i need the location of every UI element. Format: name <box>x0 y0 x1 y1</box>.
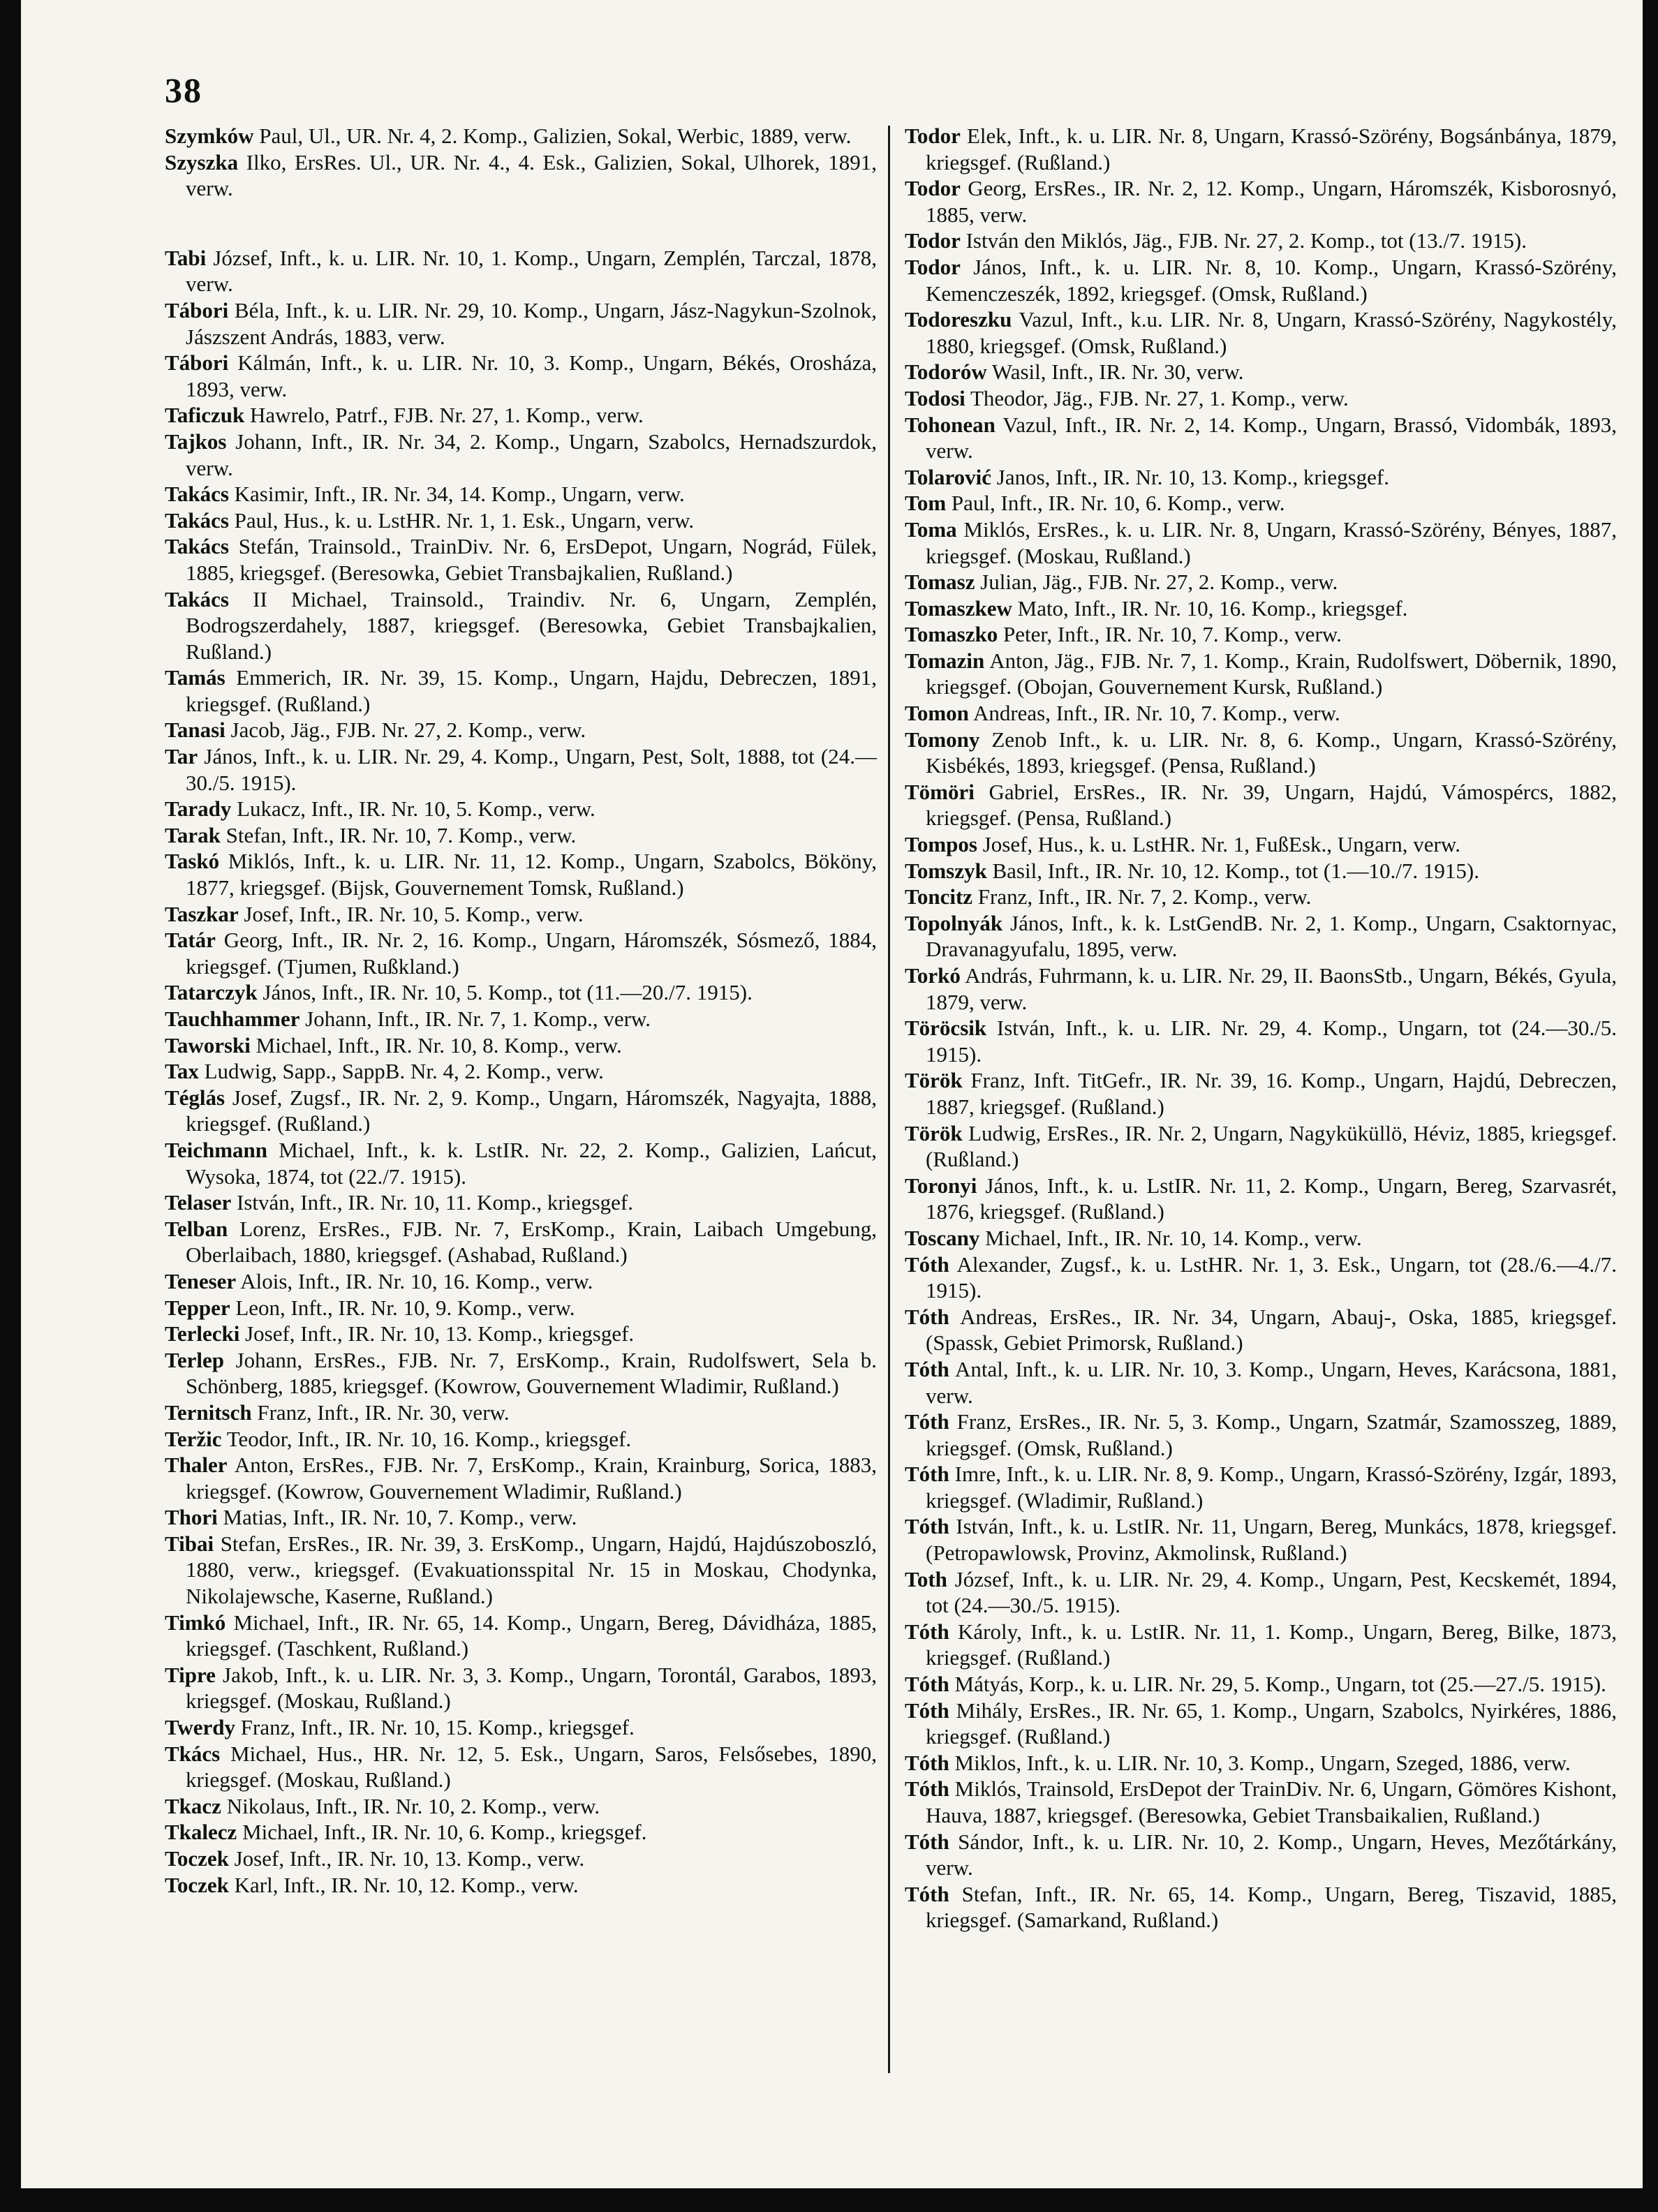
entry-details: András, Fuhrmann, k. u. LIR. Nr. 29, II. BaonsStb., Ungarn, Békés, Gyula, 1879, verw. <box>926 963 1617 1014</box>
list-entry <box>165 1662 877 1714</box>
list-entry <box>905 1513 1617 1566</box>
entry-details: Leon, Inft., IR. Nr. 10, 9. Komp., verw. <box>235 1295 575 1320</box>
list-entry <box>905 385 1617 412</box>
entry-surname: Tkács <box>165 1741 221 1766</box>
list-entry <box>905 517 1617 569</box>
page-number: 38 <box>165 70 202 110</box>
entry-details: Alexander, Zugsf., k. u. LstHR. Nr. 1, 3. Esk., Ungarn, tot (28./6.—4./7. 1915). <box>926 1252 1617 1303</box>
scan-border-right <box>1643 0 1658 2212</box>
entry-details: Károly, Inft., k. u. LstIR. Nr. 11, 1. Komp., Ungarn, Bereg, Bilke, 1873, kriegsgef. (Rußland.) <box>926 1619 1617 1670</box>
list-entry <box>165 743 877 796</box>
entry-surname: Török <box>905 1120 963 1145</box>
list-entry <box>905 1619 1617 1671</box>
list-entry <box>165 1714 877 1741</box>
list-entry <box>905 306 1617 359</box>
entry-surname: Toma <box>905 517 957 542</box>
entry-surname: Tóth <box>905 1252 949 1277</box>
list-entry <box>905 1252 1617 1304</box>
entry-surname: Todorów <box>905 359 987 385</box>
entry-details: Michael, Inft., IR. Nr. 10, 6. Komp., kriegsgef. <box>242 1820 647 1845</box>
entry-details: Andreas, ErsRes., IR. Nr. 34, Ungarn, Abauj-, Oska, 1885, kriegsgef. (Spassk, Gebiet Primorsk, Rußland.) <box>926 1304 1617 1356</box>
list-entry <box>905 359 1617 385</box>
entry-details: II Michael, Trainsold., Traindiv. Nr. 6, Ungarn, Zemplén, Bodrogszerdahely, 1887, kriegsgef. (Beresowka, Gebiet Transbajkalien, Rußland.) <box>186 586 877 664</box>
entry-details: Mato, Inft., IR. Nr. 10, 16. Komp., kriegsgef. <box>1017 595 1408 621</box>
entry-details: Janos, Inft., IR. Nr. 10, 13. Komp., kriegsgef. <box>996 464 1390 489</box>
entry-details: János, Inft., k. u. LIR. Nr. 8, 10. Komp., Ungarn, Krassó-Szörény, Kemenczeszék, 1892, kriegsgef. (Omsk, Rußland.) <box>926 254 1618 306</box>
entry-details: Josef, Inft., IR. Nr. 10, 13. Komp., verw. <box>234 1846 585 1871</box>
entry-details: Ilko, ErsRes. Ul., UR. Nr. 4., 4. Esk., Galizien, Sokal, Ulhorek, 1891, verw. <box>186 149 878 201</box>
entry-surname: Tabi <box>165 245 207 270</box>
list-entry <box>905 963 1617 1015</box>
entry-surname: Terlecki <box>165 1321 240 1346</box>
entry-details: Franz, Inft., IR. Nr. 30, verw. <box>257 1400 510 1425</box>
entry-details: Peter, Inft., IR. Nr. 10, 7. Komp., verw. <box>1002 622 1342 647</box>
entry-details: Michael, Inft., IR. Nr. 65, 14. Komp., Ungarn, Bereg, Dávidháza, 1885, kriegsgef. (Taschkent, Rußland.) <box>186 1610 878 1661</box>
entry-details: Michael, Inft., IR. Nr. 10, 8. Komp., verw. <box>256 1032 622 1057</box>
entry-details: Michael, Inft., IR. Nr. 10, 14. Komp., verw. <box>985 1225 1362 1250</box>
entry-details: Theodor, Jäg., FJB. Nr. 27, 1. Komp., verw. <box>970 385 1349 410</box>
entry-surname: Tomaszkew <box>905 595 1012 621</box>
entry-surname: Taficzuk <box>165 403 245 428</box>
entry-details: Zenob Inft., k. u. LIR. Nr. 8, 6. Komp., Ungarn, Krassó-Szörény, Kisbékés, 1893, kriegsgef. (Pensa, Rußland.) <box>926 727 1617 778</box>
list-entry <box>165 245 877 297</box>
entry-surname: Tkacz <box>165 1793 221 1818</box>
scan-border-left <box>0 0 21 2212</box>
list-entry <box>905 175 1617 228</box>
entry-surname: Teržic <box>165 1426 222 1451</box>
list-entry <box>905 412 1617 464</box>
entry-surname: Takács <box>165 586 229 611</box>
entry-details: Wasil, Inft., IR. Nr. 30, verw. <box>991 359 1244 385</box>
entry-surname: Tóth <box>905 1356 949 1381</box>
entry-surname: Torkó <box>905 963 961 988</box>
list-entry <box>905 1881 1617 1933</box>
entry-surname: Tom <box>905 491 947 516</box>
entry-details: Sándor, Inft., k. u. LIR. Nr. 10, 2. Komp., Ungarn, Heves, Mezőtárkány, verw. <box>926 1829 1617 1880</box>
entry-surname: Tömöri <box>905 779 975 804</box>
list-entry <box>165 1268 877 1295</box>
list-entry <box>165 1216 877 1268</box>
list-entry <box>905 1356 1617 1409</box>
entry-details: Franz, Inft., IR. Nr. 10, 15. Komp., kriegsgef. <box>240 1715 635 1740</box>
list-entry <box>165 1189 877 1216</box>
entry-surname: Tóth <box>905 1619 949 1644</box>
entry-surname: Tomazin <box>905 648 985 673</box>
list-entry <box>905 464 1617 491</box>
list-entry <box>165 1400 877 1426</box>
entry-details: Johann, Inft., IR. Nr. 34, 2. Komp., Ungarn, Szabolcs, Hernadszurdok, verw. <box>186 429 878 480</box>
list-entry <box>165 1452 877 1504</box>
entry-surname: Tatár <box>165 928 216 953</box>
entry-details: Josef, Inft., IR. Nr. 10, 13. Komp., kriegsgef. <box>245 1321 635 1346</box>
entry-surname: Takács <box>165 482 229 507</box>
entry-surname: Tax <box>165 1059 199 1084</box>
entry-details: Georg, Inft., IR. Nr. 2, 16. Komp., Ungarn, Háromszék, Sósmező, 1884, kriegsgef. (Tjumen, Rußkland.) <box>186 928 877 979</box>
entry-surname: Tanasi <box>165 718 225 743</box>
entry-details: Vazul, Inft., IR. Nr. 2, 14. Komp., Ungarn, Brassó, Vidombák, 1893, verw. <box>926 412 1617 463</box>
list-entry <box>165 1085 877 1137</box>
entry-details: Emmerich, IR. Nr. 39, 15. Komp., Ungarn, Hajdu, Debreczen, 1891, kriegsgef. (Rußland.) <box>186 665 877 716</box>
entry-surname: Tóth <box>905 1750 949 1775</box>
entry-surname: Tarak <box>165 822 221 847</box>
entry-surname: Tepper <box>165 1295 230 1320</box>
entry-surname: Takács <box>165 507 229 533</box>
list-entry <box>905 490 1617 517</box>
scan-border-bottom <box>0 2188 1658 2212</box>
entry-details: József, Inft., k. u. LIR. Nr. 10, 1. Komp., Ungarn, Zemplén, Tarczal, 1878, verw. <box>186 245 878 297</box>
entry-details: Mátyás, Korp., k. u. LIR. Nr. 29, 5. Komp., Ungarn, tot (25.—27./5. 1915). <box>954 1672 1606 1697</box>
list-entry <box>905 123 1617 175</box>
list-entry <box>905 621 1617 648</box>
list-entry <box>165 927 877 979</box>
entry-details: János, Inft., k. u. LIR. Nr. 29, 4. Komp., Ungarn, Pest, Solt, 1888, tot (24.—30./5. 1915). <box>186 744 878 795</box>
entry-details: Paul, Inft., IR. Nr. 10, 6. Komp., verw. <box>951 491 1285 516</box>
list-entry <box>905 1750 1617 1776</box>
entry-surname: Ternitsch <box>165 1400 252 1425</box>
list-entry <box>165 796 877 822</box>
list-entry <box>905 1566 1617 1619</box>
entry-surname: Terlep <box>165 1347 224 1372</box>
entry-surname: Teneser <box>165 1268 237 1293</box>
list-entry <box>905 1671 1617 1698</box>
entry-details: Miklos, Inft., k. u. LIR. Nr. 10, 3. Komp., Ungarn, Szeged, 1886, verw. <box>954 1750 1571 1775</box>
entry-details: József, Inft., k. u. LIR. Nr. 29, 4. Komp., Ungarn, Pest, Kecskemét, 1894, tot (24.—30./5. 1915). <box>926 1566 1617 1618</box>
entry-surname: Taszkar <box>165 901 239 926</box>
entry-surname: Telaser <box>165 1190 232 1215</box>
list-entry <box>905 1304 1617 1356</box>
entry-details: Miklós, ErsRes., k. u. LIR. Nr. 8, Ungarn, Krassó-Szörény, Bényes, 1887, kriegsgef. (Moskau, Rußland.) <box>926 517 1617 568</box>
entry-details: István, Inft., k. u. LIR. Nr. 29, 4. Komp., Ungarn, tot (24.—30./5. 1915). <box>926 1016 1618 1067</box>
entry-surname: Todor <box>905 124 961 148</box>
entry-details: Johann, ErsRes., FJB. Nr. 7, ErsKomp., Krain, Rudolfswert, Sela b. Schönberg, 1885, kriegsgef. (Kowrow, Gouvernement Wladimir, Rußland.) <box>186 1347 878 1399</box>
entry-details: Teodor, Inft., IR. Nr. 10, 16. Komp., kriegsgef. <box>226 1426 632 1451</box>
list-entry <box>165 481 877 507</box>
list-entry <box>165 149 877 202</box>
list-entry <box>905 910 1617 963</box>
entry-surname: Tomaszko <box>905 622 998 647</box>
entry-surname: Téglás <box>165 1085 225 1110</box>
list-entry <box>905 569 1617 595</box>
entry-details: Ludwig, Sapp., SappB. Nr. 4, 2. Komp., verw. <box>204 1059 604 1084</box>
entry-details: Jacob, Jäg., FJB. Nr. 27, 2. Komp., verw. <box>230 718 586 743</box>
entry-surname: Taworski <box>165 1032 251 1057</box>
list-entry <box>165 1610 877 1662</box>
entry-surname: Tóth <box>905 1881 949 1906</box>
left-column <box>165 123 877 1898</box>
entry-details: Alois, Inft., IR. Nr. 10, 16. Komp., verw. <box>240 1268 593 1293</box>
entry-details: Elek, Inft., k. u. LIR. Nr. 8, Ungarn, Krassó-Szörény, Bogsánbánya, 1879, kriegsgef. (Rußland.) <box>926 124 1618 175</box>
list-entry <box>905 595 1617 622</box>
entry-details: Nikolaus, Inft., IR. Nr. 10, 2. Komp., verw. <box>226 1793 600 1818</box>
entry-surname: Tomszyk <box>905 858 987 883</box>
list-entry <box>165 1137 877 1189</box>
entry-details: János, Inft., k. u. LstIR. Nr. 11, 2. Komp., Ungarn, Bereg, Szarvasrét, 1876, kriegsgef. (Rußland.) <box>926 1173 1618 1224</box>
entry-details: Kasimir, Inft., IR. Nr. 34, 14. Komp., Ungarn, verw. <box>234 482 685 507</box>
list-entry <box>165 1321 877 1347</box>
list-entry <box>905 228 1617 254</box>
entry-surname: Thaler <box>165 1453 228 1478</box>
entry-surname: Toth <box>905 1566 947 1591</box>
entry-details: Miklós, Inft., k. u. LIR. Nr. 11, 12. Komp., Ungarn, Szabolcs, Bököny, 1877, kriegsgef. (Bijsk, Gouvernement Tomsk, Rußland.) <box>186 849 877 900</box>
entry-details: Anton, Jäg., FJB. Nr. 7, 1. Komp., Krain, Rudolfswert, Döbernik, 1890, kriegsgef. (Obojan, Gouvernement Kursk, Rußland.) <box>926 648 1617 699</box>
entry-details: Karl, Inft., IR. Nr. 10, 12. Komp., verw. <box>234 1872 579 1897</box>
entry-details: János, Inft., IR. Nr. 10, 5. Komp., tot (11.—20./7. 1915). <box>262 980 753 1005</box>
entry-details: Kálmán, Inft., k. u. LIR. Nr. 10, 3. Komp., Ungarn, Békés, Orosháza, 1893, verw. <box>186 350 878 401</box>
list-entry <box>905 648 1617 700</box>
list-entry <box>165 533 877 586</box>
list-entry <box>165 1347 877 1400</box>
list-entry <box>165 350 877 402</box>
entry-details: Matias, Inft., IR. Nr. 10, 7. Komp., verw. <box>223 1505 577 1530</box>
list-entry <box>165 1872 877 1899</box>
list-entry <box>905 254 1617 306</box>
entry-surname: Tolarović <box>905 464 992 489</box>
list-entry <box>165 1531 877 1610</box>
entry-surname: Todor <box>905 228 961 253</box>
entry-surname: Tóth <box>905 1776 949 1802</box>
entry-surname: Tomony <box>905 727 980 752</box>
entry-surname: Tomon <box>905 701 969 726</box>
list-entry <box>905 727 1617 779</box>
entry-details: Lukacz, Inft., IR. Nr. 10, 5. Komp., verw. <box>237 796 595 822</box>
entry-details: Miklós, Trainsold, ErsDepot der TrainDiv. Nr. 6, Ungarn, Gömöres Kishont, Hauva, 1887, kriegsgef. (Beresowka, Gebiet Transbaikalien, Rußland.) <box>926 1776 1617 1827</box>
list-entry <box>165 586 877 665</box>
entry-surname: Tkalecz <box>165 1820 237 1845</box>
entry-details: Franz, ErsRes., IR. Nr. 5, 3. Komp., Ungarn, Szatmár, Szamosszeg, 1889, kriegsgef. (Omsk, Rußland.) <box>926 1409 1617 1460</box>
list-entry <box>165 979 877 1006</box>
entry-surname: Tábori <box>165 297 229 322</box>
list-entry <box>165 297 877 350</box>
entry-details: Vazul, Inft., k.u. LIR. Nr. 8, Ungarn, Krassó-Szörény, Nagykostély, 1880, kriegsgef. (Omsk, Rußland.) <box>926 307 1617 358</box>
list-entry <box>165 507 877 534</box>
entry-surname: Tábori <box>165 350 229 376</box>
entry-surname: Tar <box>165 744 198 769</box>
list-entry <box>165 402 877 429</box>
entry-surname: Toscany <box>905 1225 980 1250</box>
entry-details: Johann, Inft., IR. Nr. 7, 1. Komp., verw. <box>305 1007 651 1031</box>
list-entry <box>905 831 1617 858</box>
list-entry <box>165 429 877 481</box>
entry-surname: Tamás <box>165 665 225 690</box>
entry-surname: Todor <box>905 176 961 201</box>
entry-surname: Tomasz <box>905 570 975 595</box>
list-entry <box>905 1829 1617 1881</box>
entry-surname: Tauchhammer <box>165 1007 300 1031</box>
entry-surname: Tibai <box>165 1531 214 1556</box>
entry-surname: Todoreszku <box>905 307 1012 332</box>
list-entry <box>165 717 877 743</box>
entry-details: Antal, Inft., k. u. LIR. Nr. 10, 3. Komp., Ungarn, Heves, Karácsona, 1881, verw. <box>926 1356 1617 1408</box>
entry-surname: Topolnyák <box>905 910 1003 935</box>
entry-surname: Tóth <box>905 1514 949 1539</box>
list-entry <box>905 884 1617 910</box>
entry-surname: Thori <box>165 1505 218 1530</box>
entry-surname: Tóth <box>905 1672 949 1697</box>
list-entry <box>905 1461 1617 1513</box>
entry-surname: Toczek <box>165 1872 229 1897</box>
list-entry <box>165 123 877 149</box>
entry-surname: Todor <box>905 254 961 279</box>
list-entry <box>165 822 877 849</box>
entry-details: István, Inft., IR. Nr. 10, 11. Komp., kriegsgef. <box>237 1190 634 1215</box>
entry-details: Hawrelo, Patrf., FJB. Nr. 27, 1. Komp., verw. <box>250 403 644 428</box>
entry-details: Franz, Inft. TitGefr., IR. Nr. 39, 16. Komp., Ungarn, Hajdú, Debreczen, 1887, kriegsgef. (Rußland.) <box>926 1068 1618 1119</box>
entry-surname: Todosi <box>905 385 965 410</box>
entry-surname: Tóth <box>905 1462 949 1487</box>
entry-details: Georg, ErsRes., IR. Nr. 2, 12. Komp., Ungarn, Háromszék, Kisborosnyó, 1885, verw. <box>926 176 1617 227</box>
entry-details: Anton, ErsRes., FJB. Nr. 7, ErsKomp., Krain, Krainburg, Sorica, 1883, kriegsgef. (Kowrow, Gouvernement Wladimir, Rußland.) <box>186 1453 877 1504</box>
entry-details: Béla, Inft., k. u. LIR. Nr. 29, 10. Komp., Ungarn, Jász-Nagykun-Szolnok, Jászszent András, 1883, verw. <box>186 297 878 349</box>
list-entry <box>165 848 877 900</box>
entry-surname: Telban <box>165 1216 228 1241</box>
entry-details: Josef, Zugsf., IR. Nr. 2, 9. Komp., Ungarn, Háromszék, Nagyajta, 1888, kriegsgef. (Rußland.) <box>186 1085 877 1136</box>
entry-surname: Török <box>905 1068 963 1093</box>
entry-surname: Toczek <box>165 1846 229 1871</box>
list-entry <box>165 1741 877 1793</box>
list-entry <box>165 1426 877 1453</box>
entry-details: Josef, Inft., IR. Nr. 10, 5. Komp., verw. <box>244 901 584 926</box>
entry-details: Basil, Inft., IR. Nr. 10, 12. Komp., tot (1.—10./7. 1915). <box>992 858 1479 883</box>
entry-surname: Takács <box>165 534 229 559</box>
entry-surname: Tóth <box>905 1698 949 1723</box>
entry-surname: Tajkos <box>165 429 227 454</box>
entry-surname: Timkó <box>165 1610 226 1635</box>
list-entry <box>165 1058 877 1085</box>
entry-surname: Tóth <box>905 1829 949 1854</box>
list-entry <box>165 1819 877 1846</box>
entry-surname: Teichmann <box>165 1137 268 1162</box>
entry-details: Josef, Hus., k. u. LstHR. Nr. 1, FußEsk., Ungarn, verw. <box>982 832 1460 857</box>
list-entry <box>905 1067 1617 1120</box>
entry-details: Michael, Hus., HR. Nr. 12, 5. Esk., Ungarn, Saros, Felsősebes, 1890, kriegsgef. (Moskau, Rußland.) <box>186 1741 878 1792</box>
right-column <box>905 123 1617 1933</box>
list-entry <box>905 1409 1617 1461</box>
entry-surname: Tohonean <box>905 412 995 437</box>
entry-surname: Szyszka <box>165 149 239 175</box>
entry-surname: Tompos <box>905 832 977 857</box>
entry-details: Julian, Jäg., FJB. Nr. 27, 2. Komp., verw. <box>980 570 1338 595</box>
list-entry <box>165 1006 877 1032</box>
list-entry <box>905 1225 1617 1252</box>
entry-details: Stefan, Inft., IR. Nr. 65, 14. Komp., Ungarn, Bereg, Tiszavid, 1885, kriegsgef. (Samarkand, Rußland.) <box>926 1881 1618 1933</box>
entry-details: Michael, Inft., k. k. LstIR. Nr. 22, 2. Komp., Galizien, Lańcut, Wysoka, 1874, tot (22./7. 1915). <box>186 1137 877 1189</box>
list-entry <box>165 1504 877 1531</box>
entry-details: István, Inft., k. u. LstIR. Nr. 11, Ungarn, Bereg, Munkács, 1878, kriegsgef. (Petropawlowsk, Provinz, Akmolinsk, Rußland.) <box>926 1514 1617 1566</box>
entry-details: Stefan, ErsRes., IR. Nr. 39, 3. ErsKomp., Ungarn, Hajdú, Hajdúszoboszló, 1880, verw., kriegsgef. (Evakuationsspital Nr. 15 in Moskau, Chodynka, Nikolajewsche, Kaserne, Rußland.) <box>186 1531 878 1609</box>
column-divider <box>888 126 890 2073</box>
entry-surname: Tatarczyk <box>165 980 258 1005</box>
entry-details: Mihály, ErsRes., IR. Nr. 65, 1. Komp., Ungarn, Szabolcs, Nyirkéres, 1886, kriegsgef. (Rußland.) <box>926 1698 1617 1749</box>
entry-surname: Tóth <box>905 1409 949 1434</box>
entry-details: Stefan, Inft., IR. Nr. 10, 7. Komp., verw. <box>225 822 577 847</box>
list-entry <box>165 1846 877 1872</box>
entry-details: Paul, Ul., UR. Nr. 4, 2. Komp., Galizien, Sokal, Werbic, 1889, verw. <box>259 124 852 148</box>
entry-details: Paul, Hus., k. u. LstHR. Nr. 1, 1. Esk., Ungarn, verw. <box>234 507 695 533</box>
entry-surname: Taskó <box>165 849 220 874</box>
list-entry <box>165 665 877 717</box>
list-entry <box>905 779 1617 831</box>
list-entry <box>905 1120 1617 1173</box>
entry-details: Andreas, Inft., IR. Nr. 10, 7. Komp., verw. <box>972 701 1340 726</box>
entry-details: Franz, Inft., IR. Nr. 7, 2. Komp., verw. <box>977 884 1312 910</box>
entry-details: Jakob, Inft., k. u. LIR. Nr. 3, 3. Komp., Ungarn, Torontál, Garabos, 1893, kriegsgef. (Moskau, Rußland.) <box>186 1662 877 1714</box>
entry-surname: Toncitz <box>905 884 973 910</box>
list-entry <box>165 1295 877 1321</box>
entry-surname: Töröcsik <box>905 1016 987 1041</box>
list-entry <box>165 1032 877 1059</box>
entry-details: Ludwig, ErsRes., IR. Nr. 2, Ungarn, Nagyküküllö, Héviz, 1885, kriegsgef. (Rußland.) <box>926 1120 1618 1172</box>
entry-details: János, Inft., k. k. LstGendB. Nr. 2, 1. Komp., Ungarn, Csaktornyac, Dravanagyufalu, 1895, verw. <box>926 910 1617 962</box>
entry-surname: Tóth <box>905 1304 949 1329</box>
list-entry <box>905 1173 1617 1225</box>
list-entry <box>905 1698 1617 1750</box>
entry-details: Lorenz, ErsRes., FJB. Nr. 7, ErsKomp., Krain, Laibach Umgebung, Oberlaibach, 1880, kriegsgef. (Ashabad, Rußland.) <box>186 1216 878 1268</box>
list-entry <box>905 1015 1617 1067</box>
entry-surname: Toronyi <box>905 1173 977 1198</box>
list-entry <box>165 1793 877 1820</box>
list-entry <box>905 858 1617 884</box>
list-entry <box>905 1776 1617 1828</box>
list-entry <box>905 700 1617 727</box>
entry-surname: Tarady <box>165 796 232 822</box>
entry-details: Imre, Inft., k. u. LIR. Nr. 8, 9. Komp., Ungarn, Krassó-Szörény, Izgár, 1893, kriegsgef. (Wladimir, Rußland.) <box>926 1462 1617 1513</box>
entry-surname: Tipre <box>165 1662 216 1687</box>
entry-details: Gabriel, ErsRes., IR. Nr. 39, Ungarn, Hajdú, Vámospércs, 1882, kriegsgef. (Pensa, Rußland.) <box>926 779 1617 831</box>
list-entry <box>165 901 877 928</box>
entry-surname: Twerdy <box>165 1715 236 1740</box>
entry-details: Stefán, Trainsold., TrainDiv. Nr. 6, ErsDepot, Ungarn, Nográd, Fülek, 1885, kriegsgef. (Beresowka, Gebiet Transbajkalien, Rußland.) <box>186 534 877 585</box>
entry-surname: Szymków <box>165 124 254 148</box>
entry-details: István den Miklós, Jäg., FJB. Nr. 27, 2. Komp., tot (13./7. 1915). <box>965 228 1527 253</box>
